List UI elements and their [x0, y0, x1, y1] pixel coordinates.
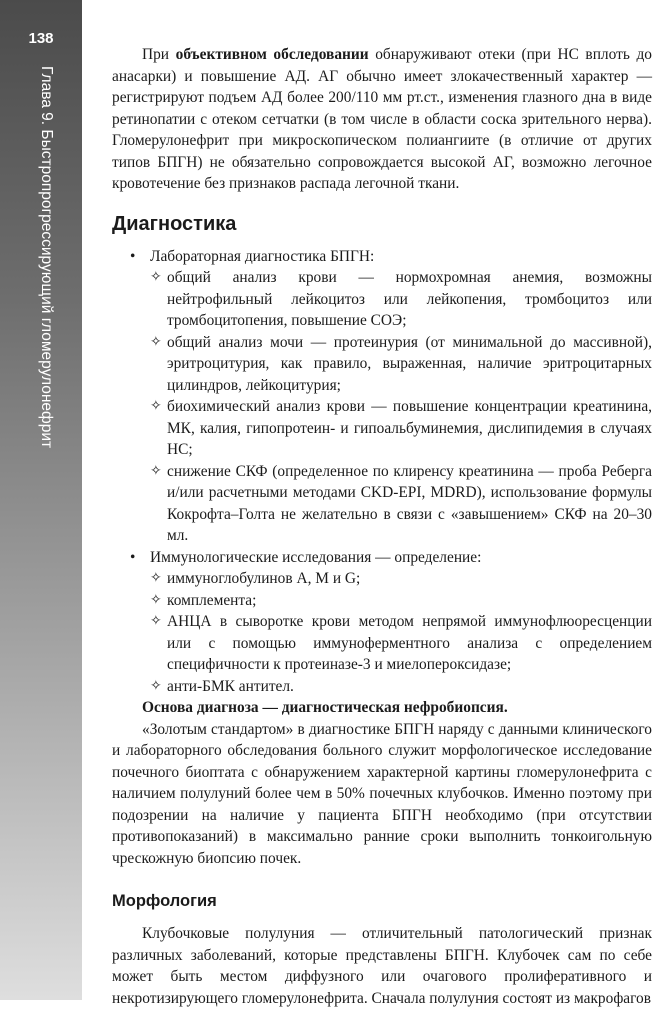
list-item — [112, 676, 652, 698]
list-item — [112, 396, 652, 461]
diagnosis-basis: Основа диагноза — диагностическая нефробиопсия. — [142, 699, 508, 716]
intro-paragraph — [112, 44, 652, 195]
list-item — [112, 590, 652, 612]
list-item — [112, 611, 652, 676]
diamond-star-icon: ✧ — [150, 463, 162, 479]
chapter-sidebar — [0, 0, 82, 1000]
list-item-text: АНЦА в сыворотке крови методом непрямой иммунофлюоресценции или с помощью иммуноферментного анализа с определением специфичности к протеиназе-3 и миелопероксидазе; — [167, 613, 652, 673]
page-number: 138 — [28, 30, 54, 47]
morphology-paragraph: Клубочковые полулуния — отличительный патологический признак различных заболеваний, которые представлены БПГН. Клубочек сам по себе может быть местом диффузного или очагового пролиферативного и некротизирующего гломерулонефрита. Сначала полулуния состоят из макрофагов — [112, 925, 652, 1007]
list-item — [112, 461, 652, 547]
list-item — [112, 246, 652, 268]
diamond-star-icon: ✧ — [150, 592, 162, 608]
morphology-heading: Морфология — [112, 892, 217, 910]
list-item-text: снижение СКФ (определенное по клиренсу креатинина — проба Реберга и/или расчетными методами CKD-EPI, MDRD), использование формулы Кокрофта–Голта не желательно в связи с «завышением» СКФ на 20–30 мл. — [167, 462, 652, 544]
diamond-star-icon: ✧ — [150, 614, 162, 629]
list-item-text: биохимический анализ крови — повышение концентрации креатинина, МК, калия, гипопротеин- и гипоальбуминемия, дислипидемия в случаях НС; — [167, 398, 652, 458]
diamond-star-icon: ✧ — [150, 571, 162, 586]
list-item — [112, 568, 652, 590]
list-item-text: иммуноглобулинов А, М и G; — [167, 570, 361, 587]
diagnostics-list — [112, 246, 652, 698]
list-item — [112, 547, 652, 569]
gold-standard-paragraph: «Золотым стандартом» в диагностике БПГН наряду с данными клинического и лабораторного обследования больного служит морфологическое исследование почечного биоптата с обнаружением характерной картины гломерулонефрита с наличием полулуний более чем в 50% почечных клубочков. Именно поэтому при подозрении на наличие у пациента БПГН необходимо (при отсутствии противопоказаний) в максимально ранние сроки выполнить тонкоигольную чрескожную биопсию почек. — [112, 720, 652, 867]
intro-bold-term: объективном обследовании — [175, 46, 369, 63]
chapter-title: Глава 9. Быстропрогрессирующий гломерулонефрит — [38, 66, 55, 449]
list-item-text: общий анализ мочи — протеинурия (от минимальной до массивной), эритроцитурия, как правило, выраженная, наличие эритроцитарных цилиндров, лейкоцитурия; — [167, 333, 652, 394]
page-content — [112, 44, 652, 1009]
diamond-star-icon: ✧ — [150, 678, 162, 694]
list-item-text: комплемента; — [167, 591, 257, 609]
list-item-text: общий анализ крови — нормохромная анемия, возможны нейтрофильный лейкоцитоз или лейкопения, тромбоцитоз или тромбоцитопения, повышение СОЭ; — [167, 269, 652, 329]
diagnostics-heading: Диагностика — [112, 212, 237, 235]
intro-lead: При — [142, 46, 176, 63]
list-item — [112, 332, 652, 397]
group-title: Лабораторная диагностика БПГН: — [150, 247, 375, 265]
diamond-star-icon: ✧ — [150, 334, 162, 350]
intro-rest: обнаруживают отеки (при НС вплоть до анасарки) и повышение АД. АГ обычно имеет злокачественный характер — регистрируют подъем АД более 200/110 мм рт.ст., изменения глазного дна в виде ретинопатии с отеком сетчатки (в том числе в области соска зрительного нерва). Гломерулонефрит при микроскопическом полиангиите (в отличие от других типов БПГН) не обязательно сопровождается высокой АГ, возможно легочное кровотечение без признаков распада легочной ткани. — [112, 46, 652, 192]
diamond-star-icon: ✧ — [150, 399, 162, 414]
bullet-icon: • — [130, 247, 136, 265]
list-item — [112, 267, 652, 332]
group-title: Иммунологические исследования — определение: — [150, 548, 482, 566]
diamond-star-icon: ✧ — [150, 270, 162, 285]
list-item-text: анти-БМК антител. — [167, 677, 294, 695]
bullet-icon: • — [130, 548, 136, 566]
